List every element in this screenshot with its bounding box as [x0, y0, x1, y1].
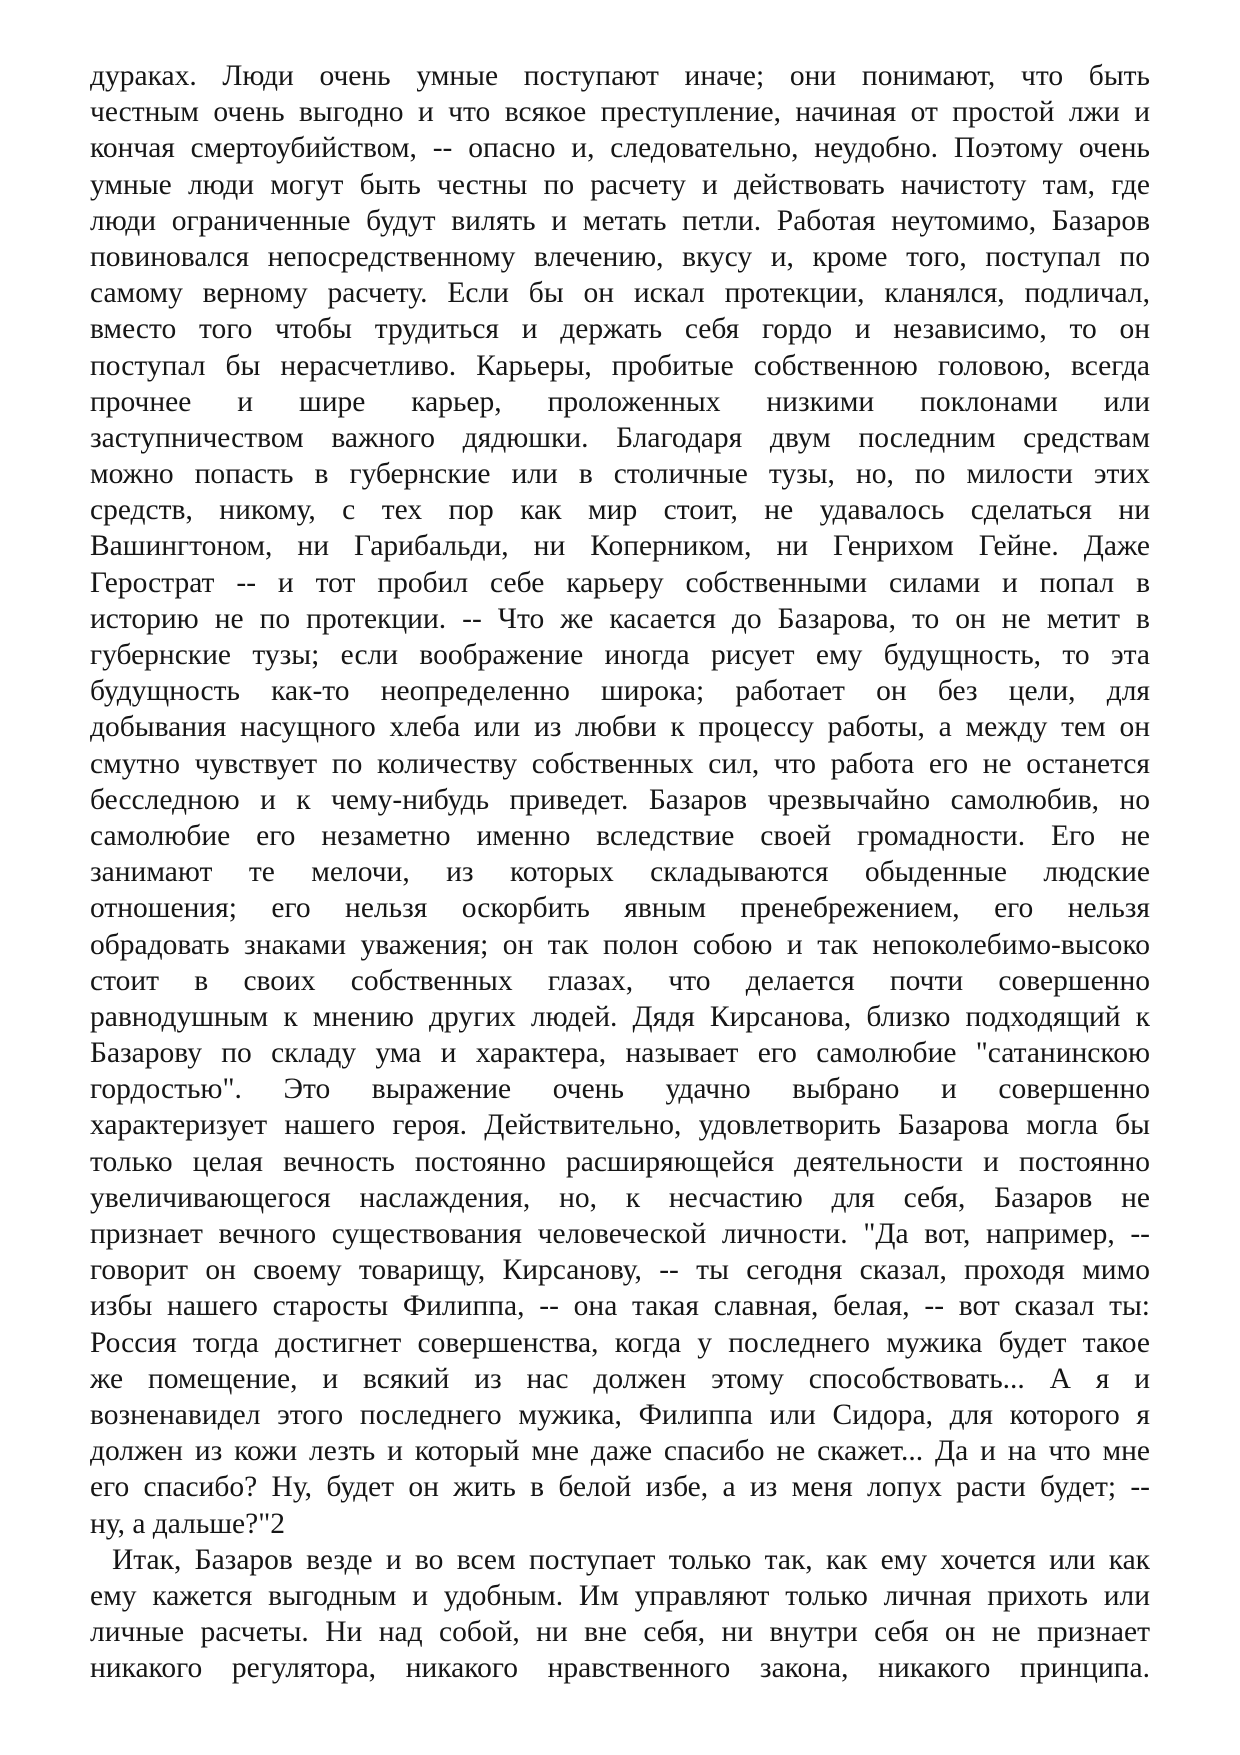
text-line: Россия тогда достигнет совершенства, когда у последнего мужика будет такое [90, 1326, 1150, 1359]
text-line: Герострат -- и тот пробил себе карьеру собственными силами и попал в [90, 566, 1150, 599]
text-line: кончая смертоубийством, -- опасно и, следовательно, неудобно. Поэтому очень [90, 132, 1150, 165]
paragraph [90, 1542, 1150, 1687]
text-line: равнодушным к мнению других людей. Дядя Кирсанова, близко подходящий к [90, 1000, 1150, 1033]
text-line: повиновался непосредственному влечению, вкусу и, кроме того, поступал по [90, 240, 1150, 273]
text-line: же помещение, и всякий из нас должен этому способствовать... А я и [90, 1362, 1150, 1395]
text-line: признает вечного существования человеческой личности. "Да вот, например, -- [90, 1218, 1150, 1250]
text-line: самолюбие его незаметно именно вследствие своей громадности. Его не [90, 819, 1150, 852]
text-line: обрадовать знаками уважения; он так полон собою и так непоколебимо-высоко [90, 928, 1150, 961]
paragraph [90, 58, 1150, 1542]
text-line: характеризует нашего героя. Действительно, удовлетворить Базарова могла бы [90, 1109, 1150, 1142]
page-text [90, 58, 1150, 1686]
text-line: умные люди могут быть честны по расчету и действовать начистоту там, где [90, 168, 1150, 201]
text-line: будущность как-то неопределенно широка; работает он без цели, для [90, 675, 1150, 708]
text-line: ну, а дальше?"2 [90, 1507, 286, 1540]
text-line: стоит в своих собственных глазах, что делается почти совершенно [90, 964, 1150, 997]
text-line: Итак, Базаров везде и во всем поступает только так, как ему хочется или как [112, 1543, 1150, 1576]
text-line: Вашингтоном, ни Гарибальди, ни Коперником, ни Генрихом Гейне. Даже [90, 530, 1150, 563]
text-line: историю не по протекции. -- Что же касается до Базарова, то он не метит в [90, 602, 1150, 635]
text-line: люди ограниченные будут вилять и метать петли. Работая неутомимо, Базаров [90, 204, 1150, 237]
text-line: гордостью". Это выражение очень удачно выбрано и совершенно [90, 1073, 1150, 1106]
text-line: увеличивающегося наслаждения, но, к несчастию для себя, Базаров не [90, 1181, 1150, 1214]
text-line: вместо того чтобы трудиться и держать себя гордо и независимо, то он [90, 313, 1150, 346]
text-line: ему кажется выгодным и удобным. Им управляют только личная прихоть или [90, 1579, 1150, 1612]
text-line: личные расчеты. Ни над собой, ни вне себя, ни внутри себя он не признает [90, 1616, 1150, 1649]
text-line: можно попасть в губернские или в столичные тузы, но, по милости этих [90, 458, 1150, 491]
text-line: должен из кожи лезть и который мне даже спасибо не скажет... Да и на что мне [90, 1435, 1150, 1468]
text-line: добывания насущного хлеба или из любви к процессу работы, а между тем он [90, 711, 1150, 744]
text-line: говорит он своему товарищу, Кирсанову, -- ты сегодня сказал, проходя мимо [90, 1254, 1150, 1287]
text-line: бесследною и к чему-нибудь приведет. Базаров чрезвычайно самолюбив, но [90, 783, 1150, 816]
text-line: дураках. Люди очень умные поступают иначе; они понимают, что быть [90, 60, 1150, 92]
text-line: отношения; его нельзя оскорбить явным пренебрежением, его нельзя [90, 892, 1150, 925]
text-line: занимают те мелочи, из которых складываются обыденные людские [90, 856, 1150, 889]
text-line: губернские тузы; если воображение иногда рисует ему будущность, то эта [90, 639, 1150, 671]
text-line: смутно чувствует по количеству собственных сил, что работа его не останется [90, 747, 1150, 780]
text-line: только целая вечность постоянно расширяющейся деятельности и постоянно [90, 1145, 1150, 1178]
text-line: самому верному расчету. Если бы он искал протекции, кланялся, подличал, [90, 277, 1150, 310]
text-line: Базарову по складу ума и характера, называет его самолюбие "сатанинскою [90, 1037, 1150, 1070]
text-line: средств, никому, с тех пор как мир стоит, не удавалось сделаться ни [90, 494, 1150, 527]
text-line: заступничеством важного дядюшки. Благодаря двум последним средствам [90, 421, 1150, 454]
text-line: его спасибо? Ну, будет он жить в белой избе, а из меня лопух расти будет; -- [90, 1471, 1150, 1504]
text-line: поступал бы нерасчетливо. Карьеры, пробитые собственною головою, всегда [90, 349, 1150, 382]
text-line: прочнее и шире карьер, проложенных низкими поклонами или [90, 385, 1150, 418]
text-line: избы нашего старосты Филиппа, -- она такая славная, белая, -- вот сказал ты: [90, 1290, 1150, 1323]
text-line: никакого регулятора, никакого нравственного закона, никакого принципа. [90, 1652, 1150, 1685]
text-line: честным очень выгодно и что всякое преступление, начиная от простой лжи и [90, 96, 1150, 129]
text-line: возненавидел этого последнего мужика, Филиппа или Сидора, для которого я [90, 1398, 1150, 1431]
